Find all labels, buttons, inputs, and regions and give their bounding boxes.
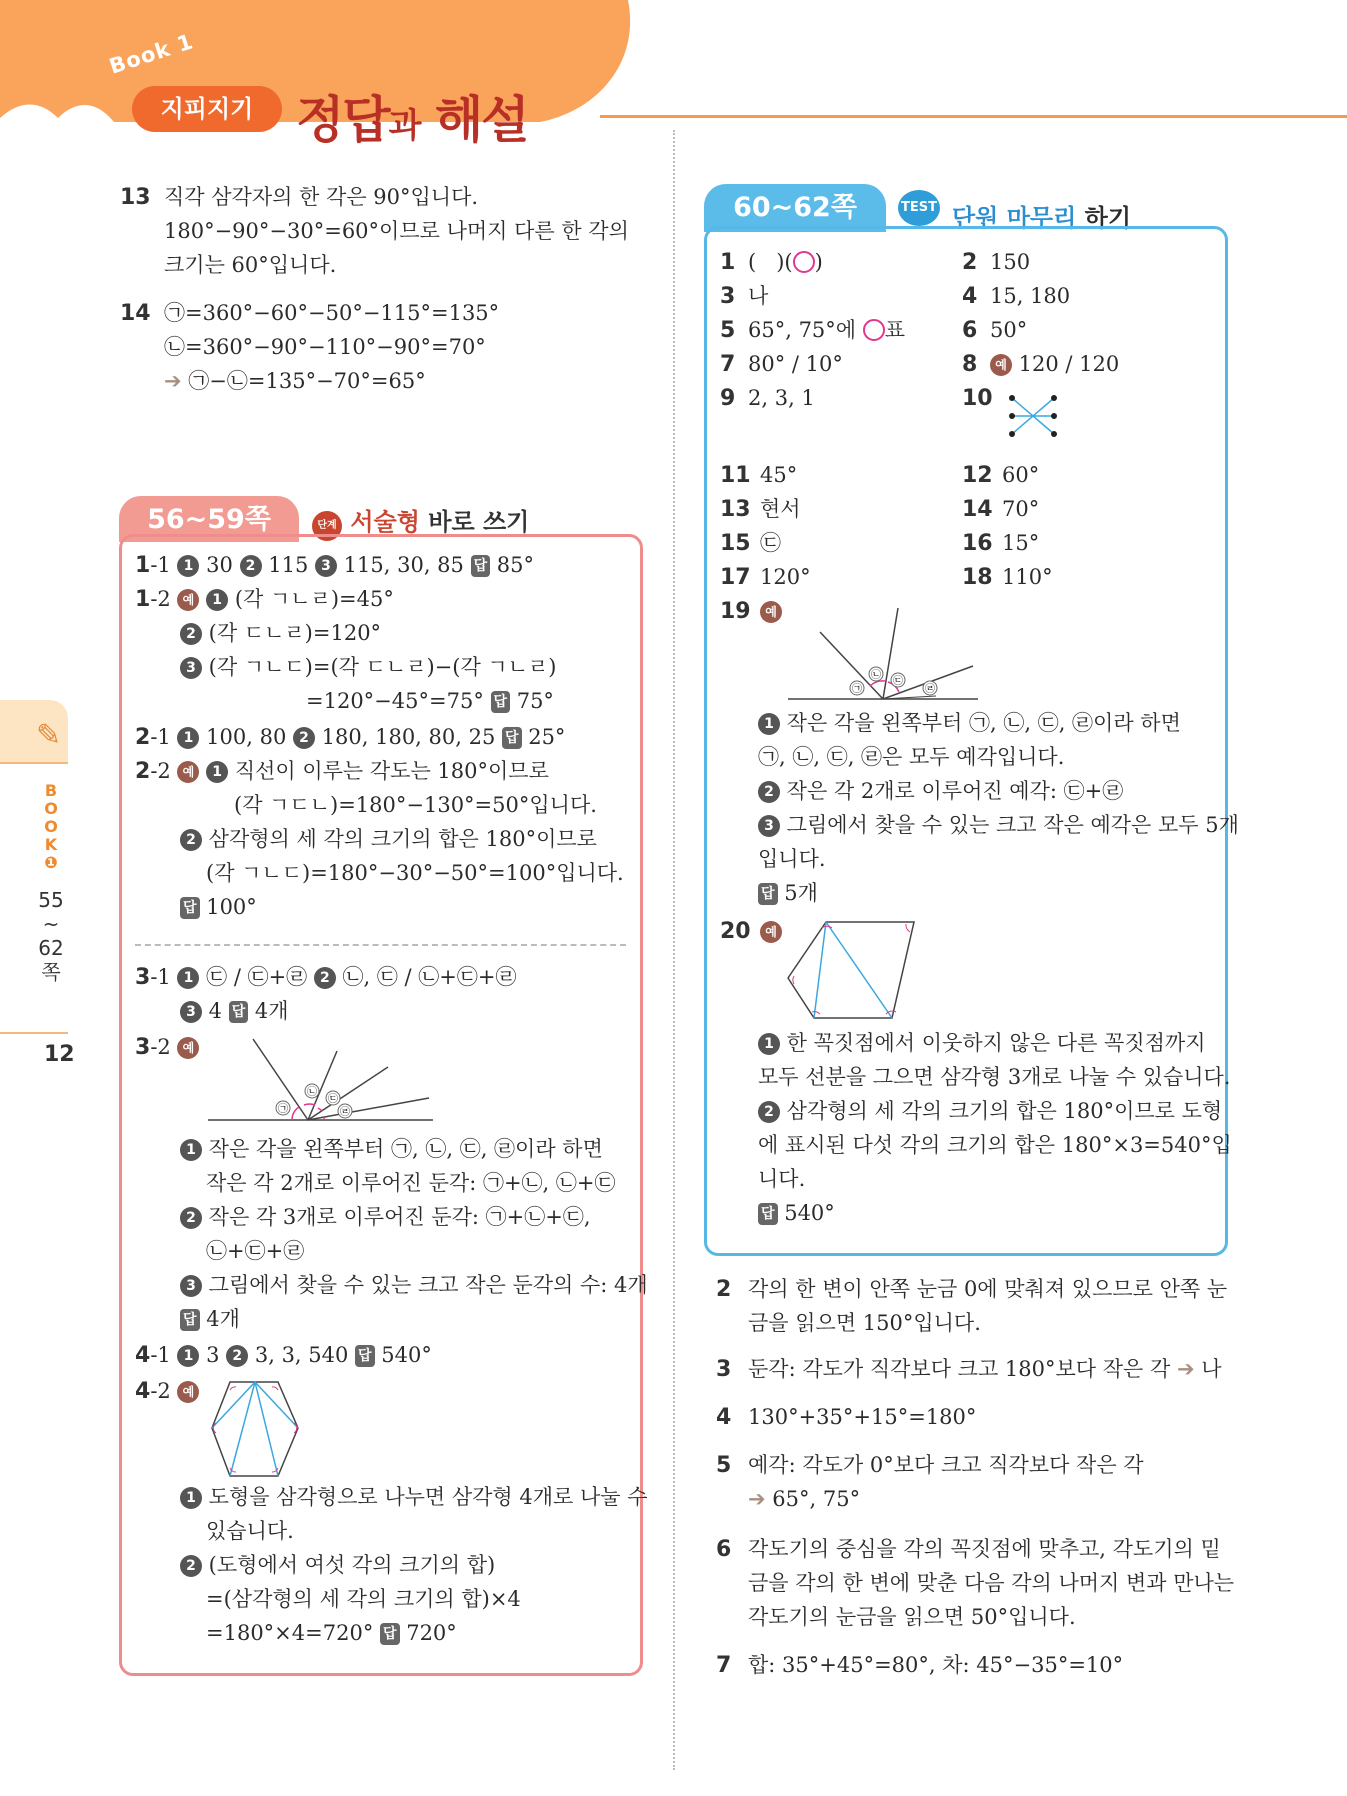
circle-mark — [793, 251, 815, 273]
answer-line: 1 작은 각을 왼쪽부터 ㉠, ㉡, ㉢, ㉣이라 하면 — [180, 1132, 603, 1166]
angle-label: ㉢ — [893, 676, 903, 687]
answer-line: 1 한 꼭짓점에서 이웃하지 않은 다른 꼭짓점까지 — [758, 1026, 1205, 1060]
answer-line: 모두 선분을 그으면 삼각형 3개로 나눌 수 있습니다. — [758, 1065, 1231, 1089]
answer-line: 에 표시된 다섯 각의 크기의 합은 180°×3=540°입 — [758, 1133, 1232, 1157]
angle-label: ㉢ — [328, 1094, 338, 1105]
answer-line: ㉡=360°−90°−110°−90°=70° — [164, 335, 486, 359]
answer-line: 4 15, 180 — [962, 284, 1071, 309]
answer-line: 4 130°+35°+15°=180° — [716, 1405, 977, 1430]
answer-line: 2-1 1 100, 80 2 180, 180, 80, 25 답 25° — [135, 725, 566, 750]
answer-line: 3 4 답 4개 — [180, 994, 289, 1028]
sidebar-rule — [0, 1032, 68, 1034]
section-pages-badge: 56~59쪽 — [119, 496, 299, 542]
answer-line: 답 4개 — [180, 1302, 240, 1336]
answer-line: 2 작은 각 3개로 이루어진 둔각: ㉠+㉡+㉢, — [180, 1200, 591, 1234]
answer-line: 4-1 1 3 2 3, 3, 540 답 540° — [135, 1343, 432, 1368]
angle-label: ㉠ — [278, 1104, 288, 1115]
answer-line: 12 60° — [962, 463, 1040, 488]
circle-mark — [863, 319, 885, 341]
answer-line: 11 45° — [720, 463, 798, 488]
answer-line: 답 540° — [758, 1196, 835, 1230]
answer-line: ㉠, ㉡, ㉢, ㉣은 모두 예각입니다. — [758, 745, 1065, 769]
dashed-separator — [135, 944, 626, 946]
sidebar-book-label: B O O K ❶ — [44, 781, 58, 872]
answer-line: 2 (도형에서 여섯 각의 크기의 합) — [180, 1548, 495, 1582]
answer-line: ➔ 65°, 75° — [748, 1487, 861, 1511]
section-heading: 단계 서술형 바로 쓰기 — [312, 502, 529, 541]
answer-line: 1 도형을 삼각형으로 나누면 삼각형 4개로 나눌 수 — [180, 1480, 648, 1514]
answer-line: 3-1 1 ㉢ / ㉢+㉣ 2 ㉡, ㉢ / ㉡+㉢+㉣ — [135, 965, 517, 990]
points-figure — [1006, 392, 1062, 440]
column-divider — [673, 130, 675, 1770]
answer-line: 답 100° — [180, 890, 257, 924]
answer-line: =(삼각형의 세 각의 크기의 합)×4 — [206, 1587, 521, 1611]
answer-line: 1-2 예 1 (각 ㄱㄴㄹ)=45° — [135, 587, 394, 612]
answer-line: 입니다. — [758, 847, 826, 871]
section-heading: 단원 마무리 하기 — [952, 204, 1132, 232]
answer-line: ➔ ㉠−㉡=135°−70°=65° — [164, 369, 426, 393]
answer-line: 2 각의 한 변이 안쪽 눈금 0에 맞춰져 있으므로 안쪽 눈 — [716, 1277, 1228, 1302]
answer-line: (각 ㄱㄷㄴ)=180°−130°=50°입니다. — [234, 793, 597, 817]
angle-label: ㉡ — [307, 1087, 317, 1098]
angle-label: ㉠ — [852, 684, 862, 695]
answer-line: 2 삼각형의 세 각의 크기의 합은 180°이므로 — [180, 822, 597, 856]
answer-line: 3 그림에서 찾을 수 있는 크고 작은 예각은 모두 5개 — [758, 808, 1239, 842]
angle-figure — [788, 604, 978, 702]
answer-line: 14 ㉠=360°−60°−50°−115°=135° — [120, 301, 500, 326]
answer-line: 2 작은 각 2개로 이루어진 예각: ㉢+㉣ — [758, 774, 1123, 808]
answer-line: 3 그림에서 찾을 수 있는 크고 작은 둔각의 수: 4개 — [180, 1268, 648, 1302]
answer-line: 니다. — [758, 1167, 806, 1191]
angle-label: ㉣ — [925, 684, 935, 695]
answer-line: =120°−45°=75° 답 75° — [306, 689, 554, 713]
answer-line: 각도기의 눈금을 읽으면 50°입니다. — [748, 1605, 1076, 1629]
answer-line: 20 예 — [720, 914, 782, 949]
answer-line: 금을 읽으면 150°입니다. — [748, 1311, 981, 1335]
answer-line: 있습니다. — [206, 1519, 294, 1543]
page-number: 12 — [44, 1042, 75, 1067]
answer-line: 크기는 60°입니다. — [164, 253, 337, 277]
page-title: 정답과 해설 — [296, 91, 528, 149]
answer-line: 3 둔각: 각도가 직각보다 크고 180°보다 작은 각 ➔ 나 — [716, 1357, 1222, 1382]
answer-line: 2 (각 ㄷㄴㄹ)=120° — [180, 616, 381, 650]
hexagon-figure — [210, 1378, 302, 1480]
answer-line: 2 삼각형의 세 각의 크기의 합은 180°이므로 도형 — [758, 1094, 1222, 1128]
answer-line: 6 각도기의 중심을 각의 꼭짓점에 맞추고, 각도기의 밑 — [716, 1537, 1221, 1562]
header-rule — [600, 115, 1347, 118]
test-badge: TEST — [898, 190, 940, 226]
step-badge: 단계 — [312, 511, 342, 541]
answer-line: 18 110° — [962, 565, 1053, 590]
answer-line: 1 ( )( ) — [720, 250, 823, 275]
answer-line: 7 80° / 10° — [720, 352, 843, 377]
series-badge: 지피지기 — [132, 86, 282, 132]
answer-line: 2-2 예 1 직선이 이루는 각도는 180°이므로 — [135, 759, 549, 784]
sidebar-page-range: 55 ~ 62 쪽 — [38, 888, 64, 984]
answer-line: 작은 각 2개로 이루어진 둔각: ㉠+㉡, ㉡+㉢ — [206, 1171, 616, 1195]
answer-line: 19 예 — [720, 594, 782, 629]
answer-line: 15 ㉢ — [720, 531, 781, 556]
angle-label: ㉡ — [871, 670, 881, 681]
answer-line: 4-2 예 — [135, 1374, 199, 1409]
answer-line: ㉡+㉢+㉣ — [206, 1239, 305, 1263]
answer-line: 8 예 120 / 120 — [962, 352, 1120, 377]
angle-figure — [205, 1035, 435, 1125]
section-pages-badge: 60~62쪽 — [704, 184, 886, 232]
book-tag: Book 1 — [106, 29, 197, 79]
answer-line: 13 현서 — [720, 497, 801, 522]
notepad-icon: ✎ — [36, 718, 62, 753]
answer-line: 14 70° — [962, 497, 1040, 522]
answer-line: 16 15° — [962, 531, 1040, 556]
answer-line: 2 150 — [962, 250, 1031, 275]
answer-line: 3 (각 ㄱㄴㄷ)=(각 ㄷㄴㄹ)−(각 ㄱㄴㄹ) — [180, 650, 556, 684]
answer-line: 1 작은 각을 왼쪽부터 ㉠, ㉡, ㉢, ㉣이라 하면 — [758, 706, 1181, 740]
answer-line: =180°×4=720° 답 720° — [206, 1621, 457, 1645]
answer-line: 1-1 1 30 2 115 3 115, 30, 85 답 85° — [135, 553, 534, 578]
answer-line: 5 예각: 각도가 0°보다 크고 직각보다 작은 각 — [716, 1453, 1144, 1478]
answer-line: 13 직각 삼각자의 한 각은 90°입니다. — [120, 185, 479, 210]
answer-line: 180°−90°−30°=60°이므로 나머지 다른 한 각의 — [164, 219, 629, 243]
answer-line: 7 합: 35°+45°=80°, 차: 45°−35°=10° — [716, 1653, 1124, 1678]
answer-line: 10 — [962, 386, 993, 411]
answer-line: 3-2 예 — [135, 1030, 199, 1065]
pentagon-figure — [786, 918, 920, 1022]
answer-line: 답 5개 — [758, 876, 818, 910]
answer-line: (각 ㄱㄴㄷ)=180°−30°−50°=100°입니다. — [206, 861, 624, 885]
answer-line: 9 2, 3, 1 — [720, 386, 815, 411]
answer-line: 17 120° — [720, 565, 811, 590]
angle-label: ㉣ — [340, 1107, 350, 1118]
answer-line: 5 65°, 75°에 표 — [720, 318, 906, 343]
answer-line: 3 나 — [720, 284, 769, 309]
answer-line: 금을 각의 한 변에 맞춘 다음 각의 나머지 변과 만나는 — [748, 1571, 1235, 1595]
answer-line: 6 50° — [962, 318, 1028, 343]
sidebar-rule — [0, 762, 68, 764]
